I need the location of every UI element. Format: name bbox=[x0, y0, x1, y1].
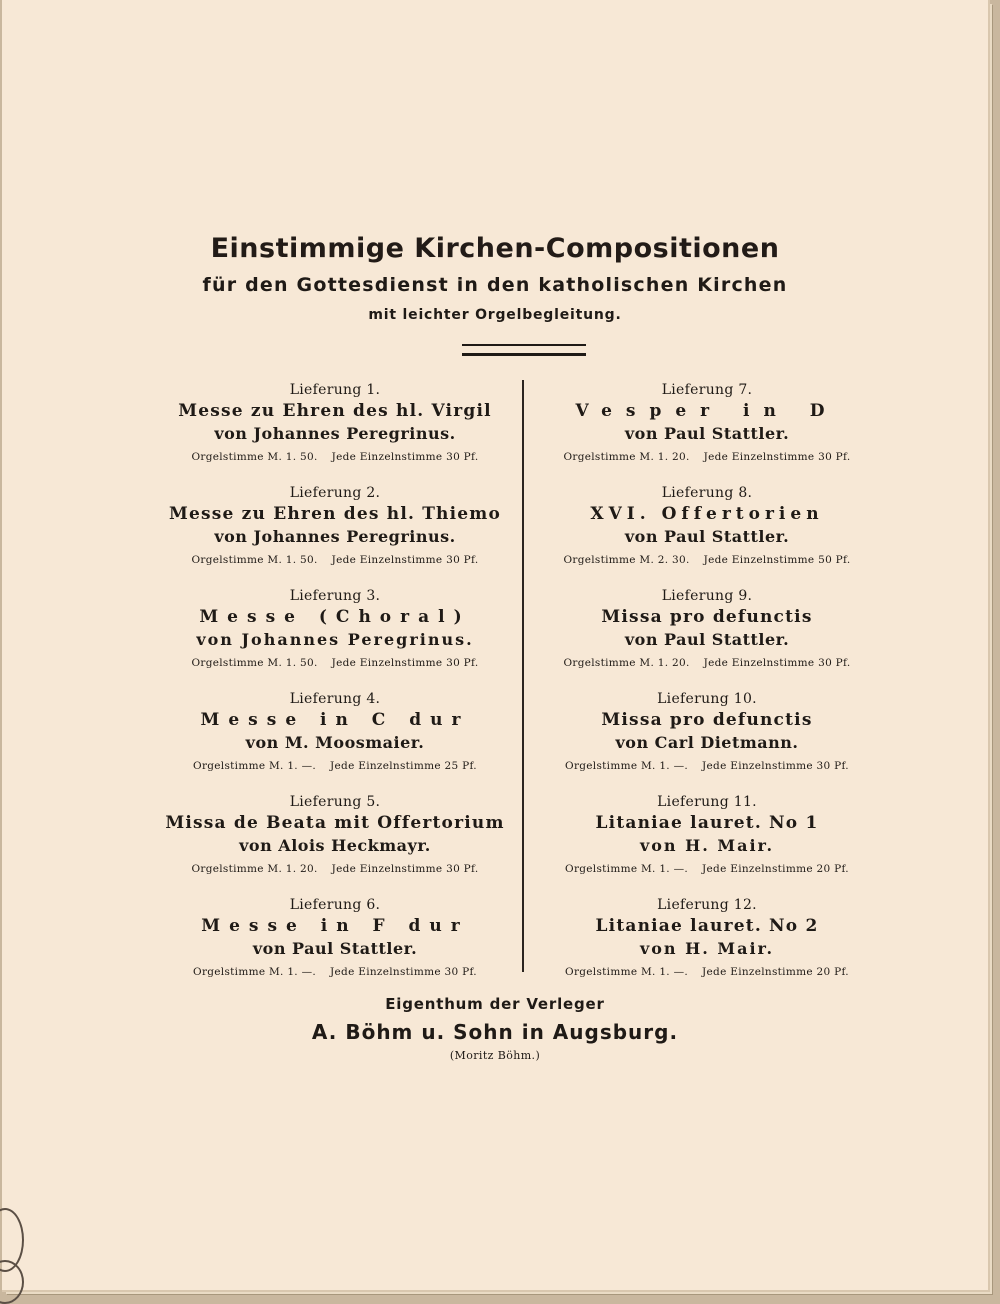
lieferung-label: Lieferung 11. bbox=[657, 794, 757, 810]
ownership-line: Eigenthum der Verleger bbox=[385, 995, 605, 1013]
catalog-entry bbox=[140, 484, 530, 587]
left-column bbox=[140, 381, 530, 999]
work-title: Litaniae lauret. No 2 bbox=[595, 916, 819, 936]
organ-price: Orgelstimme M. 1. —. bbox=[565, 863, 689, 875]
composer: von Johannes Peregrinus. bbox=[214, 527, 456, 546]
organ-price: Orgelstimme M. 1. 20. bbox=[563, 657, 690, 669]
lieferung-label: Lieferung 6. bbox=[289, 897, 381, 913]
work-title: Missa de Beata mit Offertorium bbox=[165, 813, 505, 833]
price-line bbox=[512, 548, 902, 572]
document-page bbox=[2, 0, 990, 1292]
price-line bbox=[140, 754, 530, 778]
lieferung-label: Lieferung 1. bbox=[289, 382, 381, 398]
lieferung-label: Lieferung 7. bbox=[661, 382, 753, 398]
decorative-double-rule bbox=[462, 344, 586, 356]
price-line bbox=[140, 960, 530, 984]
organ-price: Orgelstimme M. 1. 50. bbox=[191, 554, 318, 566]
price-line bbox=[140, 445, 530, 469]
composer: von Paul Stattler. bbox=[252, 939, 418, 958]
composer: von Johannes Peregrinus. bbox=[196, 630, 474, 649]
catalog-entry bbox=[512, 381, 902, 484]
single-price: Jede Einzelnstimme 20 Pf. bbox=[702, 966, 849, 978]
composer: von Paul Stattler. bbox=[624, 424, 790, 443]
organ-price: Orgelstimme M. 1. —. bbox=[565, 760, 689, 772]
single-price: Jede Einzelnstimme 30 Pf. bbox=[331, 554, 479, 566]
lieferung-label: Lieferung 4. bbox=[289, 691, 381, 707]
single-price: Jede Einzelnstimme 20 Pf. bbox=[702, 863, 849, 875]
single-price: Jede Einzelnstimme 30 Pf. bbox=[331, 657, 479, 669]
price-line bbox=[140, 651, 530, 675]
price-line bbox=[512, 651, 902, 675]
catalog-entry bbox=[512, 587, 902, 690]
single-price: Jede Einzelnstimme 30 Pf. bbox=[703, 657, 851, 669]
single-price: Jede Einzelnstimme 25 Pf. bbox=[330, 760, 477, 772]
catalog-entry bbox=[512, 690, 902, 793]
work-title: Messe in F dur bbox=[201, 916, 469, 936]
composer: von H. Mair. bbox=[639, 836, 775, 855]
composer: von Carl Dietmann. bbox=[615, 733, 799, 752]
price-line bbox=[140, 857, 530, 881]
publisher-footer bbox=[2, 992, 988, 1064]
page-title: Einstimmige Kirchen-Compositionen bbox=[210, 233, 780, 264]
lieferung-label: Lieferung 8. bbox=[661, 485, 753, 501]
single-price: Jede Einzelnstimme 30 Pf. bbox=[331, 863, 479, 875]
work-title: Messe in C dur bbox=[200, 710, 470, 730]
lieferung-label: Lieferung 10. bbox=[657, 691, 757, 707]
page-subtitle: für den Gottesdienst in den katholischen Kirchen bbox=[202, 274, 788, 296]
price-line bbox=[512, 960, 902, 984]
catalog-entry bbox=[140, 690, 530, 793]
organ-price: Orgelstimme M. 1. —. bbox=[565, 966, 689, 978]
work-title: Litaniae lauret. No 1 bbox=[595, 813, 819, 833]
single-price: Jede Einzelnstimme 30 Pf. bbox=[331, 451, 479, 463]
composer: von M. Moosmaier. bbox=[245, 733, 425, 752]
single-price: Jede Einzelnstimme 30 Pf. bbox=[702, 760, 849, 772]
composer: von Johannes Peregrinus. bbox=[214, 424, 456, 443]
work-title: Messe zu Ehren des hl. Thiemo bbox=[168, 504, 502, 524]
single-price: Jede Einzelnstimme 50 Pf. bbox=[703, 554, 851, 566]
organ-price: Orgelstimme M. 1. 50. bbox=[191, 657, 318, 669]
lieferung-label: Lieferung 3. bbox=[289, 588, 381, 604]
work-title: XVI. Offertorien bbox=[590, 504, 824, 524]
lieferung-label: Lieferung 2. bbox=[289, 485, 381, 501]
price-line bbox=[512, 445, 902, 469]
catalog-entry bbox=[140, 587, 530, 690]
organ-price: Orgelstimme M. 2. 30. bbox=[563, 554, 690, 566]
composer: von H. Mair. bbox=[639, 939, 775, 958]
catalog-entry bbox=[512, 484, 902, 587]
price-line bbox=[512, 754, 902, 778]
lieferung-label: Lieferung 5. bbox=[289, 794, 381, 810]
price-line bbox=[140, 548, 530, 572]
composer: von Paul Stattler. bbox=[624, 527, 790, 546]
organ-price: Orgelstimme M. 1. —. bbox=[193, 760, 317, 772]
page-small-subtitle: mit leichter Orgelbegleitung. bbox=[368, 307, 622, 323]
header bbox=[2, 228, 988, 330]
organ-price: Orgelstimme M. 1. 50. bbox=[191, 451, 318, 463]
publisher-name: A. Böhm u. Sohn in Augsburg. bbox=[311, 1020, 679, 1044]
work-title: Messe zu Ehren des hl. Virgil bbox=[178, 401, 492, 421]
price-line bbox=[512, 857, 902, 881]
catalog-entry bbox=[140, 381, 530, 484]
catalog-entry bbox=[512, 793, 902, 896]
lieferung-label: Lieferung 12. bbox=[657, 897, 757, 913]
composer: von Paul Stattler. bbox=[624, 630, 790, 649]
catalog-entry bbox=[140, 896, 530, 999]
publisher-note: (Moritz Böhm.) bbox=[449, 1049, 541, 1062]
single-price: Jede Einzelnstimme 30 Pf. bbox=[330, 966, 477, 978]
catalog-entry bbox=[512, 896, 902, 999]
organ-price: Orgelstimme M. 1. 20. bbox=[563, 451, 690, 463]
work-title: Vesper in D bbox=[575, 401, 839, 421]
work-title: Missa pro defunctis bbox=[601, 710, 813, 730]
work-title: Missa pro defunctis bbox=[601, 607, 813, 627]
lieferung-label: Lieferung 9. bbox=[661, 588, 753, 604]
organ-price: Orgelstimme M. 1. 20. bbox=[191, 863, 318, 875]
organ-price: Orgelstimme M. 1. —. bbox=[193, 966, 317, 978]
right-column bbox=[512, 381, 902, 999]
catalog-entry bbox=[140, 793, 530, 896]
work-title: Messe (Choral) bbox=[199, 607, 471, 627]
composer: von Alois Heckmayr. bbox=[239, 836, 431, 855]
single-price: Jede Einzelnstimme 30 Pf. bbox=[703, 451, 851, 463]
